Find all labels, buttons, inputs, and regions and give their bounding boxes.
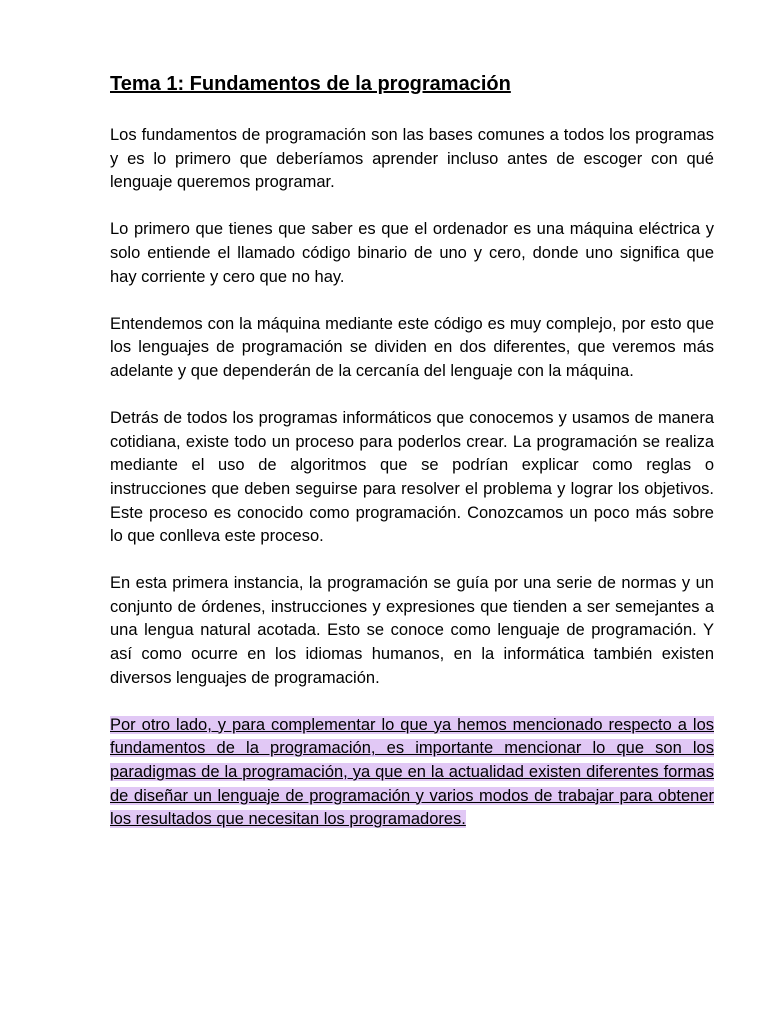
paragraph-2: Lo primero que tienes que saber es que el ordenador es una máquina eléctrica y solo entiende el llamado código binario de uno y cero, donde uno significa que hay corriente y cero que no hay. [110, 220, 714, 286]
document-title: Tema 1: Fundamentos de la programación [110, 73, 511, 95]
paragraph-1: Los fundamentos de programación son las bases comunes a todos los programas y es lo primero que deberíamos aprender incluso antes de escoger con qué lenguaje queremos programar. [110, 126, 714, 192]
paragraph-4: Detrás de todos los programas informáticos que conocemos y usamos de manera cotidiana, existe todo un proceso para poderlos crear. La programación se realiza mediante el uso de algoritmos que se podrían explicar como reglas o instrucciones que deben seguirse para resolver el problema y lograr los objetivos. Este proceso es conocido como programación. Conozcamos un poco más sobre lo que conlleva este proceso. [110, 409, 714, 546]
highlighted-text[interactable]: Por otro lado, y para complementar lo que ya hemos mencionado respecto a los fundamentos de la programación, es importante mencionar lo que son los paradigmas de la programación, ya que en la actualidad existen diferentes formas de diseñar un lenguaje de programación y varios modos de trabajar para obtener los resultados que necesitan los programadores. [110, 715, 714, 829]
highlighted-paragraph[interactable] [110, 714, 714, 832]
paragraph-3: Entendemos con la máquina mediante este código es muy complejo, por esto que los lenguajes de programación se dividen en dos diferentes, que veremos más adelante y que dependerán de la cercanía del lenguaje con la máquina. [110, 314, 714, 380]
paragraph-5: En esta primera instancia, la programación se guía por una serie de normas y un conjunto de órdenes, instrucciones y expresiones que tienden a ser semejantes a una lengua natural acotada. Esto se conoce como lenguaje de programación. Y así como ocurre en los idiomas humanos, en la informática también existen diversos lenguajes de programación. [110, 574, 714, 687]
document-page [110, 70, 714, 855]
